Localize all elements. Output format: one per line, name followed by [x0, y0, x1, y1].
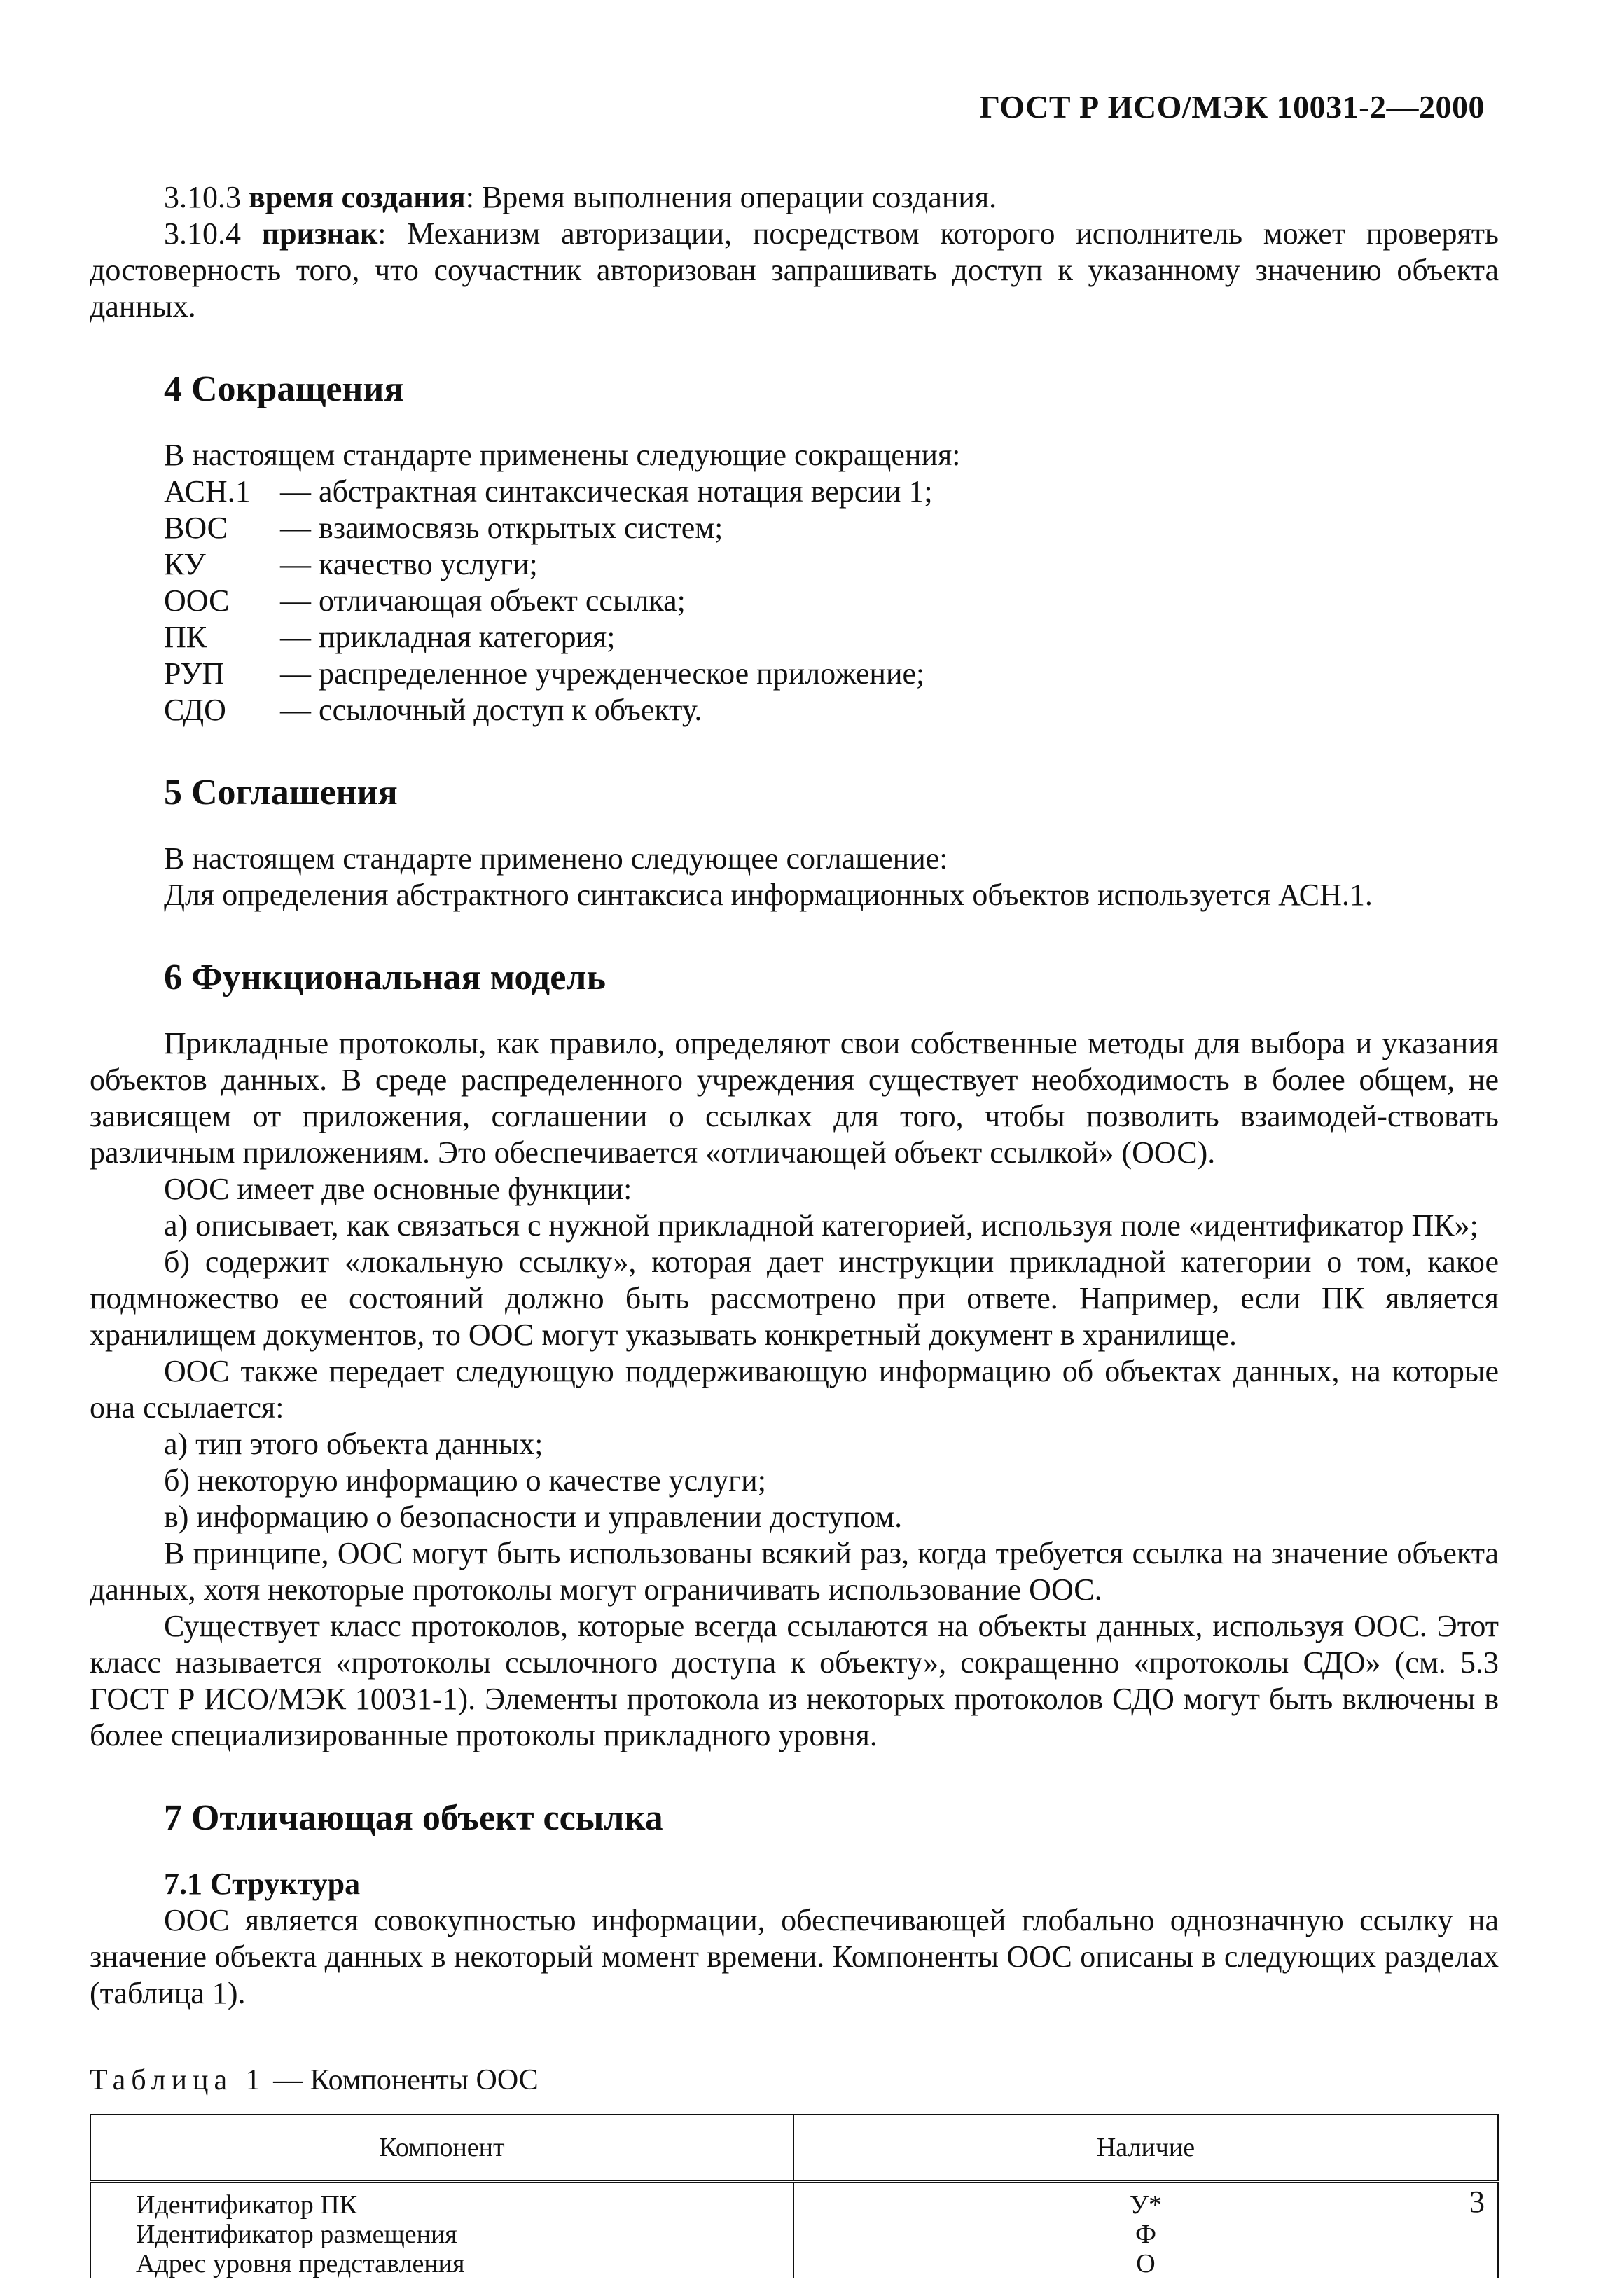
table-header-component: Компонент — [90, 2115, 793, 2182]
section-7-heading: 7 Отличающая объект ссылка — [164, 1798, 663, 1838]
section-6-heading: 6 Функциональная модель — [164, 957, 606, 997]
components-table — [90, 2114, 1499, 2278]
section-6-paragraph: В принципе, ООС могут быть использованы всякий раз, когда требуется ссылка на значение объекта данных, хотя некоторые протоколы могут ограничивать использование ООС. — [90, 1536, 1499, 1607]
definition-text: : Механизм авторизации, посредством которого исполнитель может проверять достоверность того, что соучастник авторизован запрашивать доступ к указанному значению объекта данных. — [90, 216, 1499, 324]
section-5-line-1: В настоящем стандарте применено следующее соглашение: — [164, 841, 948, 876]
section-6-list-item: б) некоторую информацию о качестве услуги; — [164, 1463, 766, 1498]
definition-text: : Время выполнения операции создания. — [465, 180, 997, 214]
table-caption — [90, 2062, 1499, 2098]
section-6-paragraph: ООС имеет две основные функции: — [164, 1172, 632, 1206]
section-5-heading: 5 Соглашения — [164, 773, 398, 812]
definition-number: 3.10.4 — [164, 216, 241, 251]
section-6-list-item: а) описывает, как связаться с нужной прикладной категорией, используя поле «идентификатор ПК»; — [164, 1208, 1478, 1243]
section-6-paragraph: Существует класс протоколов, которые всегда ссылаются на объекты данных, используя ООС. Этот класс называется «протоколы ссылочного доступа к объекту», сокращенно «протоколы СДО» (см. 5.3 ГОСТ Р ИСО/МЭК 10031-1). Элементы протокола из некоторых протоколов СДО могут быть включены в более специализированные протоколы прикладного уровня. — [90, 1609, 1499, 1752]
abbreviation-item: РУП — распределенное учрежденческое приложение; — [164, 656, 925, 691]
section-6-paragraph: Прикладные протоколы, как правило, определяют свои собственные методы для выбора и указания объектов данных. В среде распределенного учреждения существует необходимость в более общем, не зависящем от приложения, соглашении о ссылках для того, чтобы позволить взаимодей-ствовать различным приложениям. Это обеспечивается «отличающей объект ссылкой» (ООС). — [90, 1026, 1499, 1170]
abbreviation-item: СДО — ссылочный доступ к объекту. — [164, 693, 702, 727]
table-cell: О — [793, 2249, 1498, 2278]
section-6-list-item: в) информацию о безопасности и управлении доступом. — [164, 1500, 903, 1534]
definition-term: время создания — [249, 180, 466, 214]
section-7-1-paragraph: ООС является совокупностью информации, обеспечивающей глобально однозначную ссылку на значение объекта данных в некоторый момент времени. Компоненты ООС описаны в следующих разделах (таблица 1). — [90, 1903, 1499, 2010]
table-header-row — [90, 2115, 1498, 2182]
table-cell: Идентификатор размещения — [90, 2220, 793, 2249]
table-caption-label: Таблица 1 — [90, 2064, 266, 2096]
page-number: 3 — [1469, 2185, 1485, 2219]
definition-term: признак — [261, 216, 378, 251]
definition-3-10-3 — [90, 179, 1499, 216]
section-6-list-item: б) содержит «локальную ссылку», которая дает инструкции прикладной категории о том, какое подмножество ее состояний должно быть рассмотрено при ответе. Например, если ПК является хранилищем документов, то ООС могут указывать конкретный документ в хранилище. — [90, 1245, 1499, 1352]
definition-number: 3.10.3 — [164, 180, 241, 214]
table-row — [90, 2182, 1498, 2220]
table-cell: Идентификатор ПК — [90, 2182, 793, 2220]
section-6-list-item: а) тип этого объекта данных; — [164, 1427, 543, 1461]
document-header: ГОСТ Р ИСО/МЭК 10031-2—2000 — [979, 89, 1485, 125]
abbreviation-item: ПК — прикладная категория; — [164, 620, 616, 654]
table-row — [90, 2220, 1498, 2249]
section-6-paragraph: ООС также передает следующую поддерживающую информацию об объектах данных, на которые она ссылается: — [90, 1354, 1499, 1425]
abbreviation-item: АСН.1 — абстрактная синтаксическая нотация версии 1; — [164, 474, 933, 509]
abbreviation-item: КУ — качество услуги; — [164, 547, 538, 581]
definition-3-10-4 — [90, 216, 1499, 325]
abbreviation-item: ВОС — взаимосвязь открытых систем; — [164, 511, 723, 545]
document-body — [90, 179, 1499, 2278]
table-cell: Ф — [793, 2220, 1498, 2249]
table-header-presence: Наличие — [793, 2115, 1498, 2182]
section-5-line-2: Для определения абстрактного синтаксиса информационных объектов используется АСН.1. — [164, 878, 1373, 912]
table-row — [90, 2249, 1498, 2278]
table-caption-text: — Компоненты ООС — [265, 2064, 539, 2096]
table-cell: Адрес уровня представления — [90, 2249, 793, 2278]
section-7-1-heading: 7.1 Структура — [164, 1867, 361, 1901]
table-cell: У* — [793, 2182, 1498, 2220]
section-4-heading: 4 Сокращения — [164, 369, 404, 409]
abbreviation-item: ООС — отличающая объект ссылка; — [164, 583, 686, 618]
section-4-intro: В настоящем стандарте применены следующие сокращения: — [164, 438, 961, 472]
abbreviation-list — [90, 473, 1499, 728]
